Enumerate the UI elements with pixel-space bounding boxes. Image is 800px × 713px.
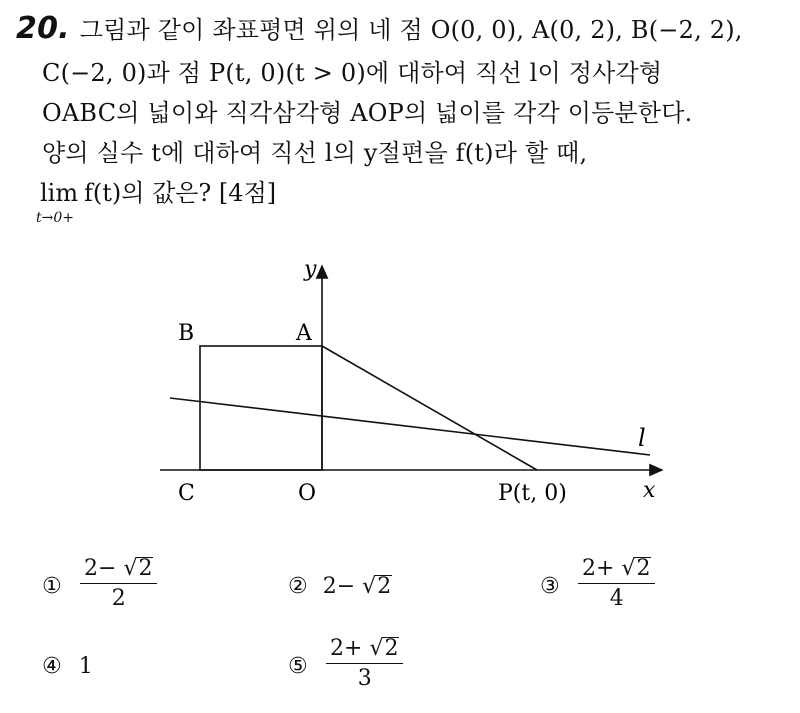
segment-ap	[322, 346, 537, 470]
point-b-label: B	[178, 321, 195, 346]
choice-3-fraction: $\frac{2+ √2}{4}$	[578, 556, 655, 611]
choice-1-num: 2−	[84, 556, 117, 581]
choice-3-den: 4	[609, 586, 624, 611]
choice-3-radicand: 2	[636, 556, 651, 581]
choice-5-mark: ⑤	[288, 654, 308, 679]
square-oabc	[200, 346, 322, 470]
choice-2-mark: ②	[288, 574, 308, 599]
lim-subscript: t→0+	[36, 210, 74, 226]
question-line-2: C(−2, 0)과 점 P(t, 0)(t > 0)에 대하여 직선 l이 정사각형	[42, 59, 663, 87]
choice-2-text: 2−	[322, 574, 356, 599]
question-number: 20.	[16, 11, 70, 46]
question-line-5: f(t)의 값은? [4점]	[84, 179, 277, 207]
line-l-label: l	[638, 424, 646, 452]
y-axis-label: y	[304, 257, 317, 282]
choice-3-num: 2+	[582, 556, 615, 581]
choice-2[interactable]: ② 2− √2	[288, 574, 392, 599]
choice-1-mark: ①	[42, 574, 62, 599]
choice-2-radicand: 2	[377, 574, 392, 599]
choice-5-fraction: $\frac{2+ √2}{3}$	[326, 636, 403, 691]
choice-1[interactable]	[42, 574, 62, 599]
point-p-label: P(t, 0)	[498, 481, 567, 506]
choice-5[interactable]	[288, 654, 308, 679]
x-axis-label: x	[643, 478, 656, 503]
point-o-label: O	[298, 481, 317, 506]
choice-4-text: 1	[78, 654, 93, 679]
question-line-4: 양의 실수 t에 대하여 직선 l의 y절편을 f(t)라 할 때,	[42, 139, 588, 167]
choice-3[interactable]	[540, 574, 560, 599]
choice-5-num: 2+	[330, 636, 363, 661]
choice-1-den: 2	[111, 586, 126, 611]
choice-1-fraction: $\frac{2- √2}{2}$	[80, 556, 157, 611]
lim-word: lim	[40, 179, 79, 207]
question-text-1: 그림과 같이 좌표평면 위의 네 점 O(0, 0), A(0, 2), B(−2, 2),	[79, 16, 743, 44]
question-line-3: OABC의 넓이와 직각삼각형 AOP의 넓이를 각각 이등분한다.	[42, 99, 693, 127]
line-l	[170, 398, 650, 455]
point-a-label: A	[296, 321, 312, 346]
choice-4[interactable]	[42, 654, 93, 679]
point-c-label: C	[178, 481, 195, 506]
choice-1-radicand: 2	[138, 556, 153, 581]
choice-5-den: 3	[357, 666, 372, 691]
choice-3-mark: ③	[540, 574, 560, 599]
choice-5-radicand: 2	[384, 636, 399, 661]
choice-4-mark: ④	[42, 654, 62, 679]
